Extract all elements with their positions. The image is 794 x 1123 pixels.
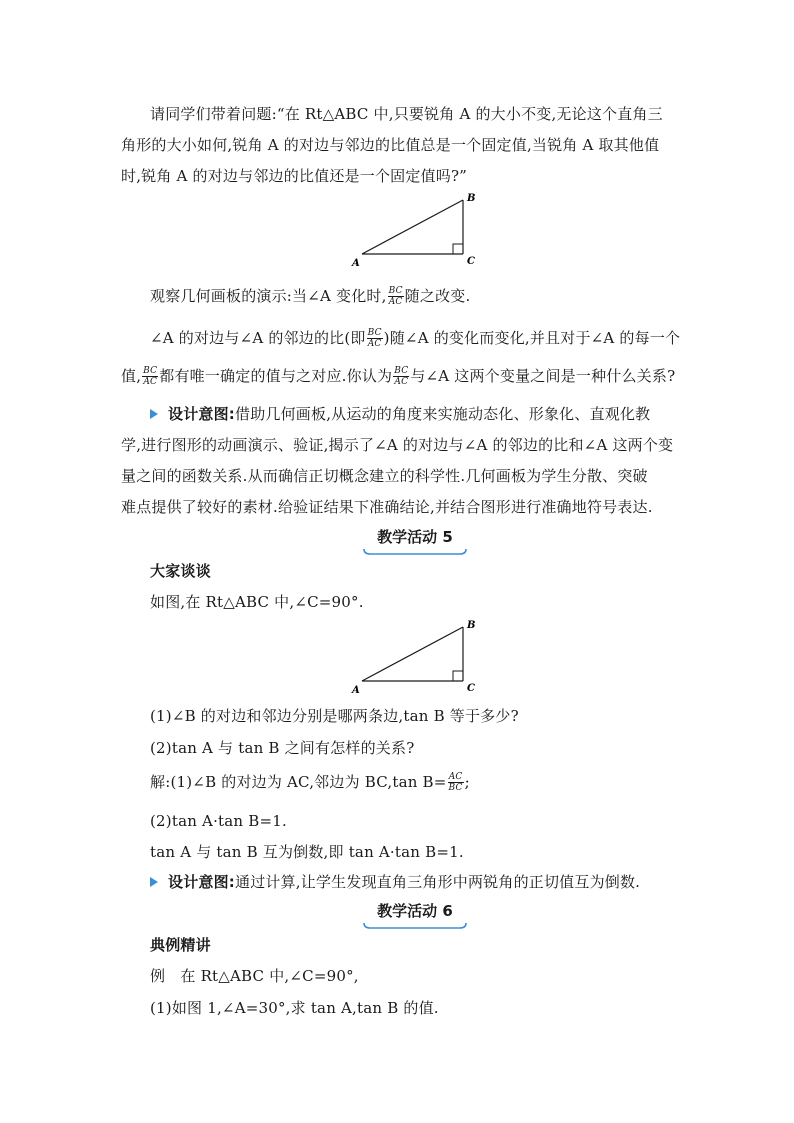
vertex-a-label: A — [352, 258, 360, 269]
design-intent-1-line-4: 难点提供了较好的素材.给验证结果下准确结论,并结合图形进行准确地符号表达. — [121, 498, 653, 516]
example-line-1: 例 在 Rt△ABC 中,∠C=90°, — [150, 967, 359, 985]
design-intent-text: 通过计算,让学生发现直角三角形中两锐角的正切值互为倒数. — [235, 873, 641, 891]
play-triangle-icon — [150, 877, 158, 887]
solution-text-b: ; — [464, 773, 470, 791]
paragraph-3-line-2 — [121, 366, 675, 388]
design-intent-text: 借助几何画板,从运动的角度来实施动态化、形象化、直观化教 — [235, 405, 651, 423]
solution-line-3: tan A 与 tan B 互为倒数,即 tan A·tan B=1. — [150, 843, 464, 861]
activity-5-heading — [360, 526, 470, 557]
question-2: (2)tan A 与 tan B 之间有怎样的关系? — [150, 739, 415, 757]
paragraph-2-text-b: 随之改变. — [404, 287, 471, 305]
solution-line-2: (2)tan A·tan B=1. — [150, 812, 287, 830]
example-line-2: (1)如图 1,∠A=30°,求 tan A,tan B 的值. — [150, 999, 439, 1017]
vertex-b-label: B — [467, 620, 476, 631]
solution-line-1 — [150, 772, 470, 794]
design-intent-1-line-2: 学,进行图形的动画演示、验证,揭示了∠A 的对边与∠A 的邻边的比和∠A 这两个变 — [121, 436, 674, 454]
paragraph-2-text-a: 观察几何画板的演示:当∠A 变化时, — [150, 287, 387, 305]
question-1: (1)∠B 的对边和邻边分别是哪两条边,tan B 等于多少? — [150, 707, 519, 725]
paragraph-2 — [150, 286, 470, 308]
design-intent-2 — [150, 872, 640, 892]
fraction-bc-ac: $\frac{BC}{AC}$ — [367, 327, 382, 349]
p3-text-c: 值, — [121, 367, 142, 385]
activity-5-title: 教学活动 5 — [377, 528, 453, 546]
activity-6-heading — [360, 900, 470, 931]
p3-text-e: 与∠A 这两个变量之间是一种什么关系? — [410, 367, 676, 385]
vertex-c-label: C — [467, 256, 475, 267]
fraction-bc-ac: $\frac{BC}{AC}$ — [394, 365, 409, 387]
paragraph-3-line-1 — [150, 328, 680, 350]
p3-text-a: ∠A 的对边与∠A 的邻边的比(即 — [150, 329, 366, 347]
play-triangle-icon — [150, 409, 158, 419]
heading-underline — [360, 547, 470, 557]
talk-intro: 如图,在 Rt△ABC 中,∠C=90°. — [150, 593, 364, 611]
paragraph-1-line-3: 时,锐角 A 的对边与邻边的比值还是一个固定值吗?” — [121, 167, 468, 185]
paragraph-1-line-2: 角形的大小如何,锐角 A 的对边与邻边的比值总是一个固定值,当锐角 A 取其他值 — [121, 136, 660, 154]
vertex-b-label: B — [467, 193, 476, 204]
fraction-bc-ac: $\frac{BC}{AC}$ — [388, 285, 403, 307]
fraction-bc-ac: $\frac{BC}{AC}$ — [143, 365, 158, 387]
vertex-c-label: C — [467, 683, 475, 694]
activity-6-title: 教学活动 6 — [377, 902, 453, 920]
design-intent-label: 设计意图: — [168, 873, 235, 891]
design-intent-label: 设计意图: — [168, 405, 235, 423]
talk-heading: 大家谈谈 — [150, 562, 211, 580]
paragraph-1-line-1: 请同学们带着问题:“在 Rt△ABC 中,只要锐角 A 的大小不变,无论这个直角三 — [150, 105, 663, 123]
design-intent-1-line-1 — [150, 404, 650, 424]
triangle-figure-2 — [348, 617, 488, 697]
triangle-figure-1 — [348, 190, 488, 270]
p3-text-d: 都有唯一确定的值与之对应.你认为 — [159, 367, 393, 385]
p3-text-b: )随∠A 的变化而变化,并且对于∠A 的每一个 — [383, 329, 681, 347]
vertex-a-label: A — [352, 685, 360, 696]
heading-underline — [360, 921, 470, 931]
fraction-ac-bc: $\frac{AC}{BC}$ — [448, 771, 463, 793]
example-heading: 典例精讲 — [150, 936, 211, 954]
design-intent-1-line-3: 量之间的函数关系.从而确信正切概念建立的科学性.几何画板为学生分散、突破 — [121, 467, 648, 485]
solution-text-a: 解:(1)∠B 的对边为 AC,邻边为 BC,tan B= — [150, 773, 447, 791]
